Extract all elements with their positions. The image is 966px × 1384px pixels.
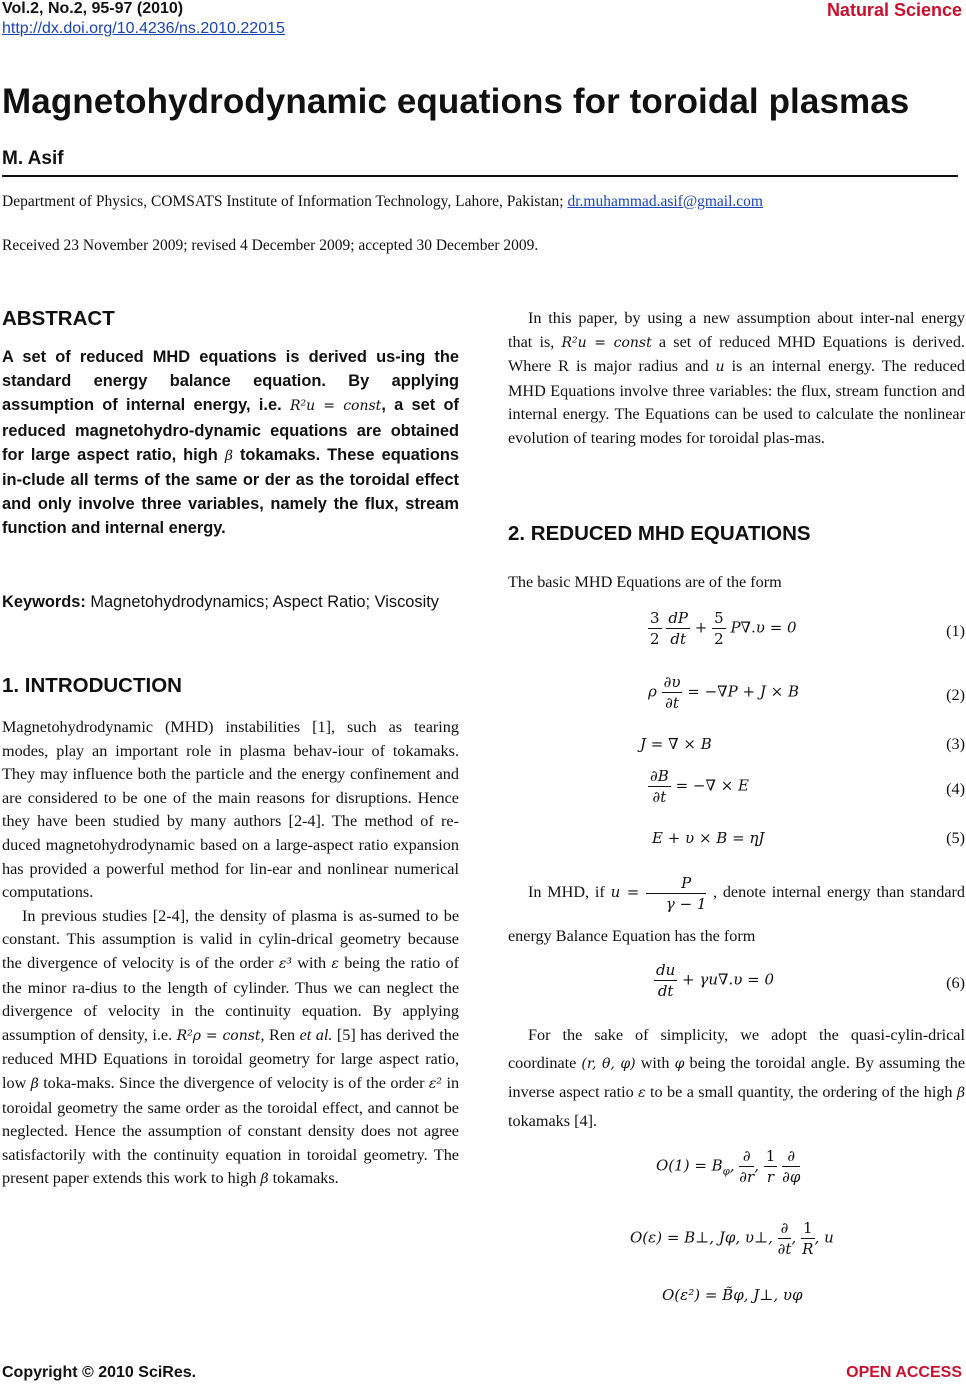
affiliation-text: Department of Physics, COMSATS Institute of Information Technology, Lahore, Pakistan; bbox=[2, 193, 564, 210]
equation-3 bbox=[508, 733, 965, 759]
journal-name: Natural Science bbox=[826, 0, 962, 20]
coordinate-paragraph: For the sake of simplicity, we adopt the quasi-cylin-drical coordinate (r, θ, φ) with φ being the toroidal angle. By assuming the inverse aspect ratio ε to be a small quantity, the ordering of the high β tokamaks [4]. bbox=[508, 1026, 966, 1130]
equation-2-math: ρ $\frac{\partial\upsilon}{\partial t}$ = −∇P + J × B bbox=[648, 673, 799, 712]
ordering-2-math: O(ε) = B⊥, Jφ, υ⊥, $\frac{\partial}{\partial t}$ , $\frac{1}{R}$ , u bbox=[630, 1219, 834, 1258]
equation-1 bbox=[508, 608, 965, 658]
equation-2 bbox=[508, 672, 965, 722]
abstract-heading: ABSTRACT bbox=[2, 307, 115, 330]
abstract-body bbox=[2, 345, 459, 541]
equation-5-number: (5) bbox=[946, 829, 965, 847]
intro-paragraph-2: In previous studies [2-4], the density of plasma is as-sumed to be constant. This assumption is valid in cylin-drical geometry because the divergence of velocity is of the order ε³ with ε being the ratio of the minor ra-dius to the length of cylinder. Thus we can neglect the divergence of velocity in the continuity equation. By applying assumption of density, i.e. R²ρ = const, Ren et al. [5] has derived the reduced MHD Equations in toroidal geometry for large aspect ratio, low β toka-maks. Since the divergence of velocity is of the order ε² in toroidal geometry the same order as the toroidal effect, and cannot be neglected. Hence the assumption of constant density does not agree satisfactorily with the continuity equation in toroidal geometry. The present paper extends this work to high β tokamaks. bbox=[2, 906, 460, 1188]
right-paragraph-1: In this paper, by using a new assumption about inter-nal energy that is, R²u = const a set of reduced MHD Equations is derived. Where R is major radius and u is an internal energy. The reduced MHD Equations involve three variables: the flux, stream function and internal energy. The Equations can be used to calculate the nonlinear evolution of tearing modes for toroidal plas-mas. bbox=[508, 309, 966, 447]
intro-paragraph-1: Magnetohydrodynamic (MHD) instabilities [1], such as tearing modes, play an important role in plasma behav-iour of tokamaks. They may influence both the particle and the energy confinement and are considered to be one of the main reasons for disruptions. Hence they have been studied by many authors [2-4]. The method of re-duced magnetohydrodynamic based on a large-aspect ratio expansion has provided a powerful method for lin-ear and nonlinear numerical computations. bbox=[2, 718, 459, 902]
u-definition-math: u = $\frac{P}{\gamma - 1}$ bbox=[610, 873, 707, 913]
ordering-3 bbox=[508, 1284, 965, 1312]
ordering-1-math: $O(1) = B_\varphi$, $\frac{\partial}{\partial r}$ , $\frac{1}{r}$ $\frac{\partial}{\partial\varphi}$ bbox=[656, 1147, 801, 1186]
equation-6 bbox=[508, 960, 965, 1010]
footer-open-access: OPEN ACCESS bbox=[846, 1364, 962, 1381]
ordering-1 bbox=[508, 1146, 965, 1196]
affiliation bbox=[2, 193, 763, 211]
equation-4-math: $\frac{\partial B}{\partial t}$ = −∇ × E bbox=[650, 767, 749, 806]
abstract-beta: β bbox=[224, 447, 233, 464]
equation-1-math: $\frac{3}{2}$ $\frac{dP}{dt}$ + $\frac{5}{2}$ P∇.υ = 0 bbox=[650, 609, 797, 648]
title-rule bbox=[2, 175, 958, 177]
received-dates: Received 23 November 2009; revised 4 December 2009; accepted 30 December 2009. bbox=[2, 237, 539, 254]
section2-heading: 2. REDUCED MHD EQUATIONS bbox=[508, 522, 811, 545]
internal-energy-paragraph: In MHD, if u = $\frac{P}{\gamma - 1}$ , denote internal energy than standard energy Balance Equation has the form bbox=[508, 873, 966, 945]
paper-title: Magnetohydrodynamic equations for toroidal plasmas bbox=[2, 82, 910, 121]
author-name: M. Asif bbox=[2, 148, 64, 169]
equation-2-number: (2) bbox=[946, 686, 965, 704]
intro-body bbox=[2, 716, 459, 1192]
equation-3-number: (3) bbox=[946, 735, 965, 753]
keywords bbox=[2, 591, 459, 613]
author-email-link[interactable]: dr.muhammad.asif@gmail.com bbox=[567, 193, 763, 210]
equation-4-number: (4) bbox=[946, 780, 965, 798]
ordering-2 bbox=[508, 1218, 965, 1268]
basic-eq-intro: The basic MHD Equations are of the form bbox=[508, 573, 782, 591]
equation-4 bbox=[508, 766, 965, 816]
intro-heading: 1. INTRODUCTION bbox=[2, 674, 182, 697]
equation-6-number: (6) bbox=[946, 974, 965, 992]
abstract-text-3: tokamaks. These equations in-clude all terms of the same or der as the toroidal effect and only involve three variables, namely the flux, stream function and internal energy. bbox=[2, 445, 459, 538]
abstract-text-1: A set of reduced MHD equations is derived us-ing the standard energy balance equation. By applying assumption of internal energy, i.e. bbox=[2, 348, 459, 415]
equation-5-math: E + υ × B = ηJ bbox=[652, 829, 765, 847]
equation-6-math: $\frac{du}{dt}$ + γu∇.υ = 0 bbox=[656, 961, 775, 1000]
abstract-text-2: , a set of reduced magnetohydro-dynamic equations are obtained for large aspect ratio, high bbox=[2, 396, 459, 464]
equation-1-number: (1) bbox=[946, 622, 965, 640]
doi-link[interactable]: http://dx.doi.org/10.4236/ns.2010.22015 bbox=[2, 20, 285, 37]
equation-3-math: J = ∇ × B bbox=[640, 735, 712, 753]
right-intro-body bbox=[508, 307, 965, 451]
abstract-math-r2u: R²u = const bbox=[289, 398, 382, 415]
footer-copyright: Copyright © 2010 SciRes. bbox=[2, 1364, 197, 1381]
ordering-3-math: O(ε²) = B̃φ, J⊥, υφ bbox=[662, 1286, 803, 1304]
keywords-label: Keywords: bbox=[2, 593, 86, 611]
keywords-list: Magnetohydrodynamics; Aspect Ratio; Viscosity bbox=[90, 593, 439, 611]
equation-5 bbox=[508, 827, 965, 853]
journal-ref: Vol.2, No.2, 95-97 (2010) bbox=[2, 0, 184, 17]
